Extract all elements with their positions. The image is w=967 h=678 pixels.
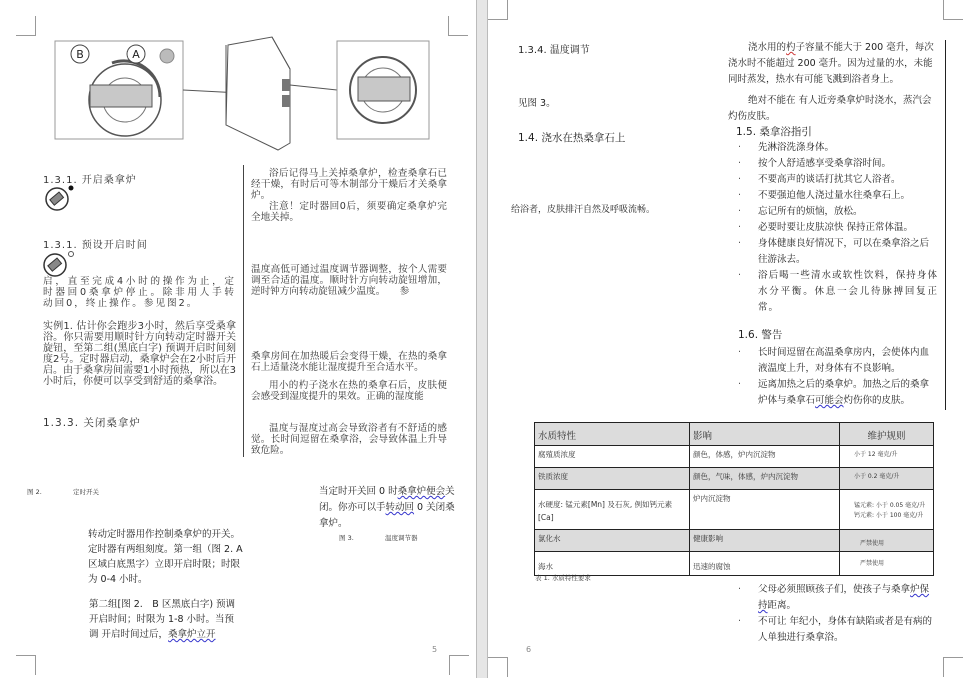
preset-description: 启，直至完成4小时的操作为止，定时器回0桑拿炉停止。除非用人手转动回0，终止操作。参见图2。 [43, 276, 236, 309]
note-text: 注意！定时器回0后，须要确定桑拿炉完全地关掉。 [251, 201, 447, 223]
section-1-3-4-heading: 1.3.4. 温度调节 [518, 45, 590, 56]
section-1-3-1-preset-heading: 1.3.1. 预设开启时间 [43, 240, 148, 251]
list-item: · 浴后喝一些清水或软性饮料，保持身体水分平衡。休息一会儿待脉搏回复正常。 [738, 268, 938, 316]
list-item: · 不要高声的谈话打扰其它人浴者。 [738, 172, 938, 188]
table-row [535, 530, 934, 552]
header-cell: 维护规则 [840, 423, 934, 446]
list-item: · 父母必须照顾孩子们，使孩子与桑拿炉保持距离。 [738, 582, 938, 614]
crop-mark [16, 655, 36, 675]
table-cell: 严禁使用 [840, 530, 934, 552]
table-cell: 颜色，气味，体感，炉内沉淀物 [690, 468, 840, 490]
list-item: · 不要强迫他人浇过量水往桑拿石上。 [738, 188, 938, 204]
humidity-text: 桑拿房间在加热暖后会变得干燥，在热的桑拿石上适量浇水能让湿度提升至合适水平。 [251, 351, 447, 373]
header-cell: 影响 [690, 423, 840, 446]
overheat-text: 温度与湿度过高会导致浴者有不舒适的感觉。长时间逗留在桑拿浴，会导致体温上升导致危险。 [251, 423, 447, 456]
page-number: 5 [432, 645, 438, 654]
table-cell: 炉内沉淀物 [690, 490, 840, 530]
crop-mark [943, 0, 963, 20]
section-1-6-heading: 1.6. 警告 [738, 329, 783, 341]
crop-mark [16, 16, 36, 36]
list-item: · 身体健康良好情况下，可以在桑拿浴之后往游泳去。 [738, 236, 938, 268]
crop-mark [488, 657, 508, 677]
figure-2-number: 图 2. [27, 488, 42, 496]
table-cell: 健康影响 [690, 530, 840, 552]
list-item: · 先淋浴洗涤身体。 [738, 140, 938, 156]
table-cell: 小于 12 毫克/升 [840, 446, 934, 468]
timer-group-1-text: 转动定时器用作控制桑拿炉的开关。定时器有两组刻度。第一组（图 2. A 区域白底黑字）立即开启时限；时限 为 0-4 小时。 [88, 529, 243, 585]
label-b: B [76, 48, 84, 61]
table-cell: 严禁使用 [840, 552, 934, 576]
table-cell: 锰元素: 小于 0.05 毫克/升 钙元素: 小于 100 毫克/升 [840, 490, 934, 530]
table-cell: 氯化水 [535, 530, 690, 552]
header-cell: 水质特性 [535, 423, 690, 446]
table-cell: 铁质浓度 [535, 468, 690, 490]
list-item: · 必要时要让皮肤凉快 保持正常体温。 [738, 220, 938, 236]
sauna-guide-list [738, 140, 938, 316]
ladle-capacity-text: 浇水用的杓子容量不能大于 200 毫升，每次浇水时不能超过 200 毫升。因为过量的水，未能同时蒸发，热水有可能飞溅到浴者身上。 [728, 42, 934, 85]
section-1-5-heading: 1.5. 桑拿浴指引 [736, 126, 812, 138]
figure-2-caption: 定时开关 [73, 488, 99, 496]
table-caption: 表 1. 水质特性要求 [535, 574, 591, 582]
children-warning-list [738, 582, 938, 646]
list-item: · 不可让 年纪小，身体有缺陷或者是有病的人单独进行桑拿浴。 [738, 614, 938, 646]
timer-knob-on-icon [44, 184, 74, 214]
section-1-3-1-heading: 1.3.1. 开启桑拿炉 [43, 175, 137, 186]
see-figure-3: 见图 3。 [518, 98, 556, 109]
crop-mark [488, 0, 508, 20]
page-6 [487, 0, 967, 678]
figure-3-number: 图 3. [339, 534, 354, 542]
figure-3-caption: 温度调节器 [385, 534, 418, 542]
table-cell: 海水 [535, 552, 690, 576]
list-item: · 按个人舒适感享受桑拿浴时间。 [738, 156, 938, 172]
timer-group-2-text: 第二组[图 2. B 区黑底白字) 预调开启时间；时限为 1-8 小时。当预调 开启时间过后，桑拿炉立开 [89, 599, 236, 640]
timer-off-text: 当定时开关回 0 时桑拿炉便会关闭。你亦可以手转动回 0 关闭桑拿炉。 [319, 486, 455, 529]
temperature-adjust-text: 温度高低可通过温度调节器调整，按个人需要调至合适的温度。顺时针方向转动旋钮增加，逆时钟方向转动旋钮减少温度。 参 [251, 264, 447, 297]
warning-list [738, 345, 938, 409]
table-row [535, 468, 934, 490]
table-cell: 腐殖质浓度 [535, 446, 690, 468]
column-divider [243, 165, 244, 457]
table-row [535, 490, 934, 530]
table-cell: 小于 0.2 毫克/升 [840, 468, 934, 490]
crop-mark [448, 16, 468, 36]
table-header-row [535, 423, 934, 446]
table-row [535, 446, 934, 468]
crop-mark [943, 657, 963, 677]
margin-line [945, 40, 946, 410]
ladle-text: 用小的杓子浇水在热的桑拿石后，皮肤便会感受到湿度提升的果效。正确的湿度能 [251, 380, 447, 402]
table-row [535, 552, 934, 576]
steam-warning-text: 绝对不能在 有人近旁桑拿炉时浇水，蒸汽会灼伤皮肤。 [728, 95, 932, 122]
page-5 [0, 0, 477, 678]
timer-knob-preset-icon [42, 250, 76, 278]
label-a: A [132, 48, 140, 61]
list-item: · 远离加热之后的桑拿炉。加热之后的桑拿炉体与桑拿石可能会灼伤你的皮肤。 [738, 377, 938, 409]
water-quality-table [534, 422, 934, 576]
table-cell: 迅速的腐蚀 [690, 552, 840, 576]
after-bath-text: 浴后记得马上关掉桑拿炉，检查桑拿石已经干燥，有时后可等木制部分干燥后才关桑拿炉。 [251, 168, 447, 201]
sauna-heater-illustration [40, 25, 440, 155]
breathing-text: 给浴者，皮肤排汗自然及呼吸流畅。 [511, 205, 656, 215]
table-cell: 颜色，体感，炉内沉淀物 [690, 446, 840, 468]
crop-mark [449, 655, 469, 675]
list-item: · 忘记所有的烦恼，放松。 [738, 204, 938, 220]
example-1: 实例1. 估计你会跑步3小时，然后享受桑拿浴。你只需要用顺时针方向转动定时器开关旋钮，至第二组(黑底白字) 预调开启时间刻度2号。定时器启动，桑拿炉会在2小时后开启。由于桑拿房间需要1小时预热，所以在3小时后，你便可以享受到舒适的桑拿浴。 [43, 321, 236, 387]
page-number: 6 [526, 645, 532, 654]
table-cell: 水硬度: 锰元素[Mn] 及石灰, 例如钙元素[Ca] [535, 490, 690, 530]
section-1-3-3-heading: 1.3.3. 关闭桑拿炉 [43, 417, 141, 429]
section-1-4-heading: 1.4. 浇水在热桑拿石上 [518, 132, 626, 144]
list-item: · 长时间逗留在高温桑拿房内，会使体内血液温度上升，对身体有不良影响。 [738, 345, 938, 377]
